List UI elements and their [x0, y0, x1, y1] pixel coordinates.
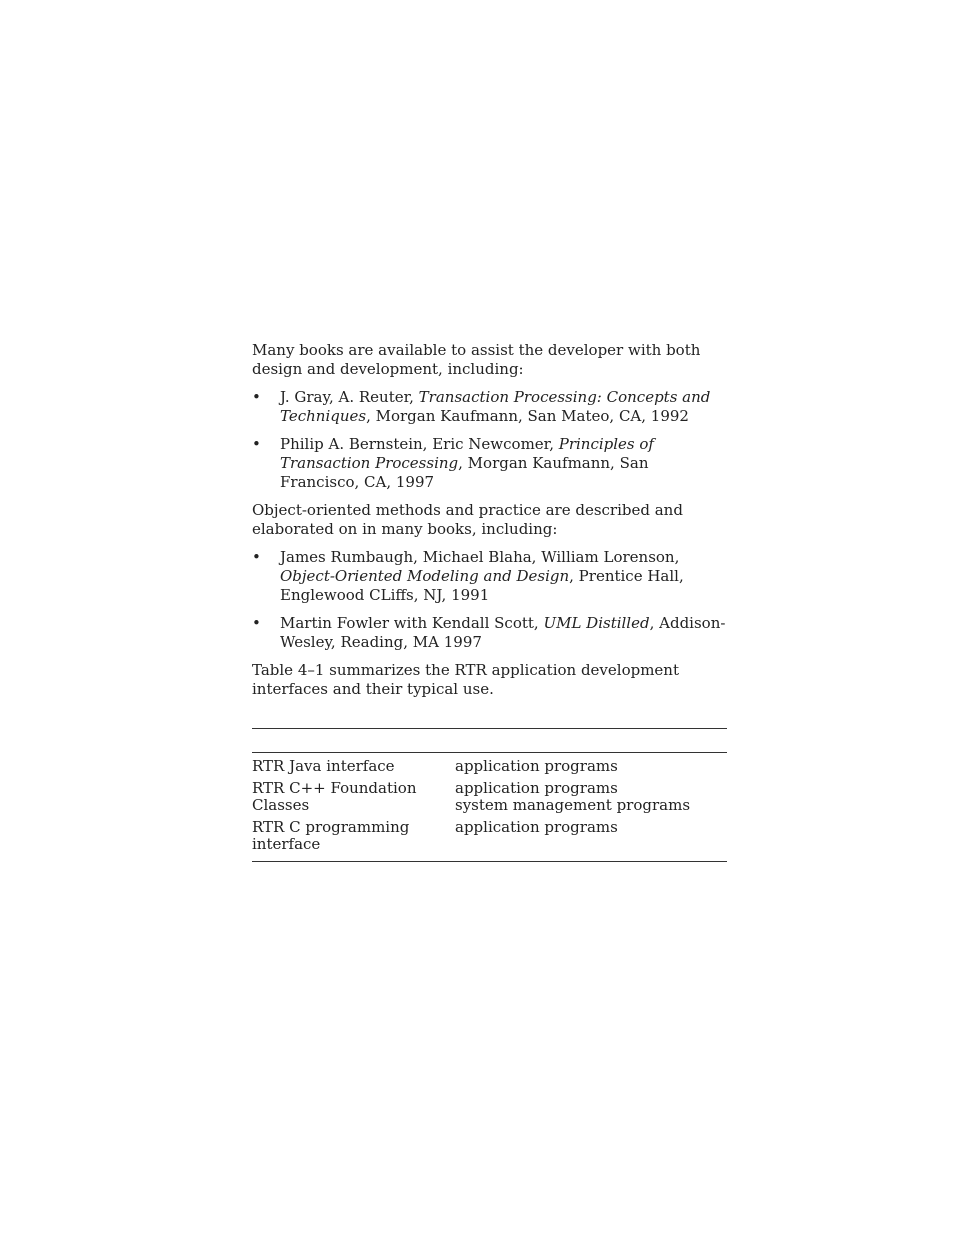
- bullet-marker: •: [252, 388, 261, 406]
- use-value: system management programs: [455, 796, 691, 814]
- use-cell: [455, 753, 727, 776]
- bullet-marker: •: [252, 548, 261, 566]
- oo-books-list: [252, 548, 730, 652]
- table-intro-paragraph: Table 4–1 summarizes the RTR application development interfaces and their typical use.: [252, 661, 679, 698]
- interface-cell: RTR C++ Foundation Classes: [252, 779, 417, 814]
- table-row: [252, 814, 727, 862]
- use-value: application programs: [455, 818, 618, 836]
- book-details: , Morgan Kaufmann, San Francisco, CA, 1997: [280, 454, 649, 491]
- book-title: Transaction Processing: Concepts and Techniques: [280, 388, 711, 425]
- book-title: Object-Oriented Modeling and Design: [280, 567, 570, 585]
- bullet-marker: •: [252, 614, 261, 632]
- book-details: , Prentice Hall, Englewood CLiffs, NJ, 1991: [280, 567, 684, 604]
- table-header-use: [455, 729, 727, 753]
- book-title: UML Distilled: [543, 614, 650, 632]
- intro-books-paragraph: Many books are available to assist the developer with both design and development, including:: [252, 341, 701, 378]
- transaction-books-list: [252, 388, 730, 492]
- table-row: [252, 775, 727, 814]
- use-value: application programs: [455, 757, 618, 775]
- bullet-marker: •: [252, 435, 261, 453]
- book-authors: Philip A. Bernstein, Eric Newcomer,: [280, 435, 559, 453]
- book-details: , Morgan Kaufmann, San Mateo, CA, 1992: [366, 407, 689, 425]
- book-authors: James Rumbaugh, Michael Blaha, William Lorenson,: [280, 548, 680, 566]
- document-body: [252, 341, 730, 708]
- book-details: , Addison-Wesley, Reading, MA 1997: [280, 614, 726, 651]
- table-header-row: [252, 729, 727, 753]
- intro-oo-paragraph: Object-oriented methods and practice are described and elaborated on in many books, including:: [252, 501, 683, 538]
- use-cell: [455, 775, 727, 814]
- table-header-interface: [252, 729, 455, 753]
- use-cell: [455, 814, 727, 862]
- interfaces-table: [252, 728, 727, 862]
- book-authors: J. Gray, A. Reuter,: [280, 388, 419, 406]
- use-value: application programs: [455, 779, 618, 797]
- book-title: Principles of Transaction Processing: [280, 435, 654, 472]
- book-authors: Martin Fowler with Kendall Scott,: [280, 614, 544, 632]
- list-item: [252, 388, 730, 426]
- list-item: [252, 435, 730, 492]
- list-item: [252, 614, 730, 652]
- list-item: [252, 548, 730, 605]
- interface-cell: RTR C programming interface: [252, 818, 410, 853]
- interface-cell: RTR Java interface: [252, 757, 395, 775]
- table-row: [252, 753, 727, 776]
